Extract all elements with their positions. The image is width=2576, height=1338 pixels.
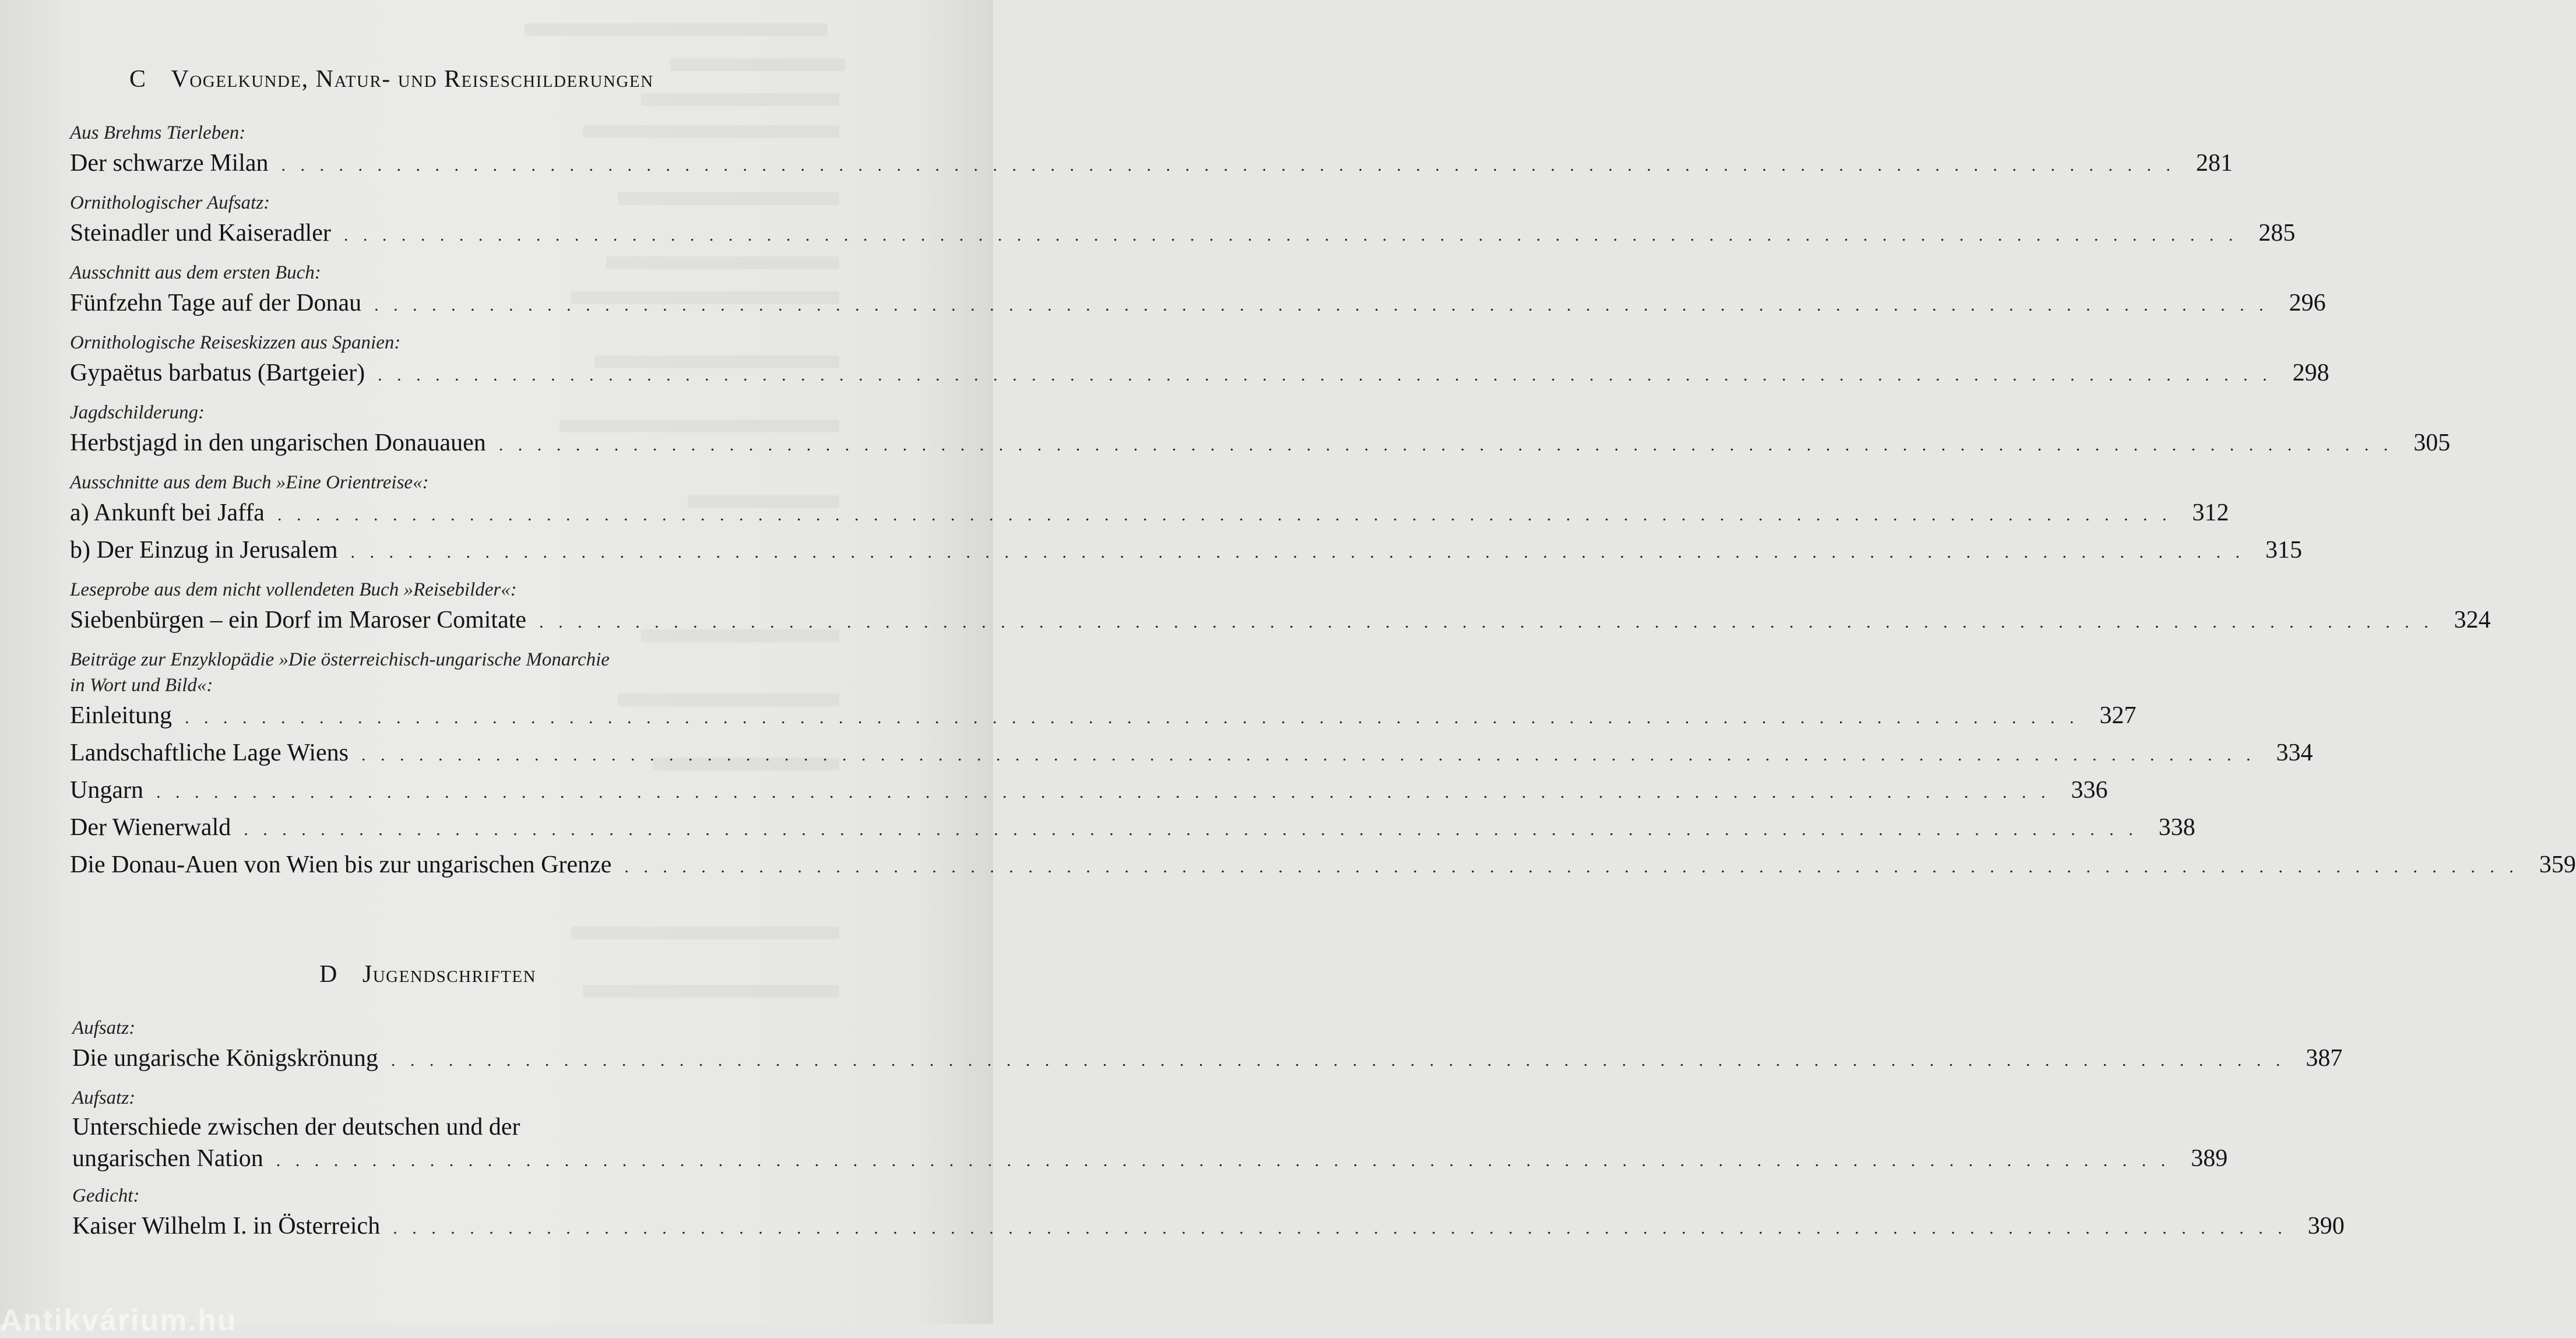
page-number: 315 [2265,537,2303,564]
section-d-letter: D [319,961,338,988]
entry-title: Ungarn [70,777,143,804]
dot-leader: . . . . . . . . . . . . . . . . . . . . . . . . . . . . . . . . . . . . . . . . . . . . . . . . . . . . . . . . . . . . . . . . . . . . . . . . . . . . . . . . . . . . . . . . . . . . . . . . . . . [184,708,2079,727]
page-number: 285 [2258,220,2296,247]
section-d-heading [319,960,536,988]
page-number: 324 [2454,607,2491,633]
page-number: 336 [2071,777,2108,804]
entry-caption: Beiträge zur Enzyklopädie »Die österreichisch-ungarische Monarchie [70,649,610,670]
dot-leader: . . . . . . . . . . . . . . . . . . . . . . . . . . . . . . . . . . . . . . . . . . . . . . . . . . . . . . . . . . . . . . . . . . . . . . . . . . . . . . . . . . . . . . . . . . . . . . . . . . . [361,745,2256,765]
entry-caption: in Wort und Bild«: [70,675,213,696]
watermark: Antikvárium.hu [0,1304,237,1337]
page-number: 338 [2158,814,2195,841]
entry-title: a) Ankunft bei Jaffa [70,499,265,526]
entry-caption: Ornithologische Reiseskizzen aus Spanien: [70,332,401,353]
dot-leader: . . . . . . . . . . . . . . . . . . . . . . . . . . . . . . . . . . . . . . . . . . . . . . . . . . . . . . . . . . . . . . . . . . . . . . . . . . . . . . . . . . . . . . . . . . . . . . . . . . . [390,1051,2286,1070]
section-d-contents [72,1015,2345,1246]
entry-caption: Ornithologischer Aufsatz: [70,192,270,213]
toc-entry[interactable] [70,698,2137,735]
toc-entry[interactable] [70,425,2451,463]
entry-caption: Gedicht: [72,1185,140,1206]
toc-entry[interactable] [70,735,2313,773]
dot-leader: . . . . . . . . . . . . . . . . . . . . . . . . . . . . . . . . . . . . . . . . . . . . . . . . . . . . . . . . . . . . . . . . . . . . . . . . . . . . . . . . . . . . . . . . . . . . . . . . . . . [276,1151,2171,1170]
section-c-letter: C [129,66,147,93]
entry-caption: Jagdschilderung: [70,402,205,423]
entry-title: Der schwarze Milan [70,150,269,177]
toc-entry[interactable] [70,773,2108,810]
entry-title: Die ungarische Königskrönung [72,1045,378,1072]
entry-caption: Ausschnitt aus dem ersten Buch: [70,262,321,283]
toc-entry[interactable] [70,847,2576,885]
page-number: 359 [2539,851,2576,878]
entry-title-first-line: Unterschiede zwischen der deutschen und der [72,1114,520,1140]
entry-caption: Aufsatz: [72,1087,136,1108]
entry-title: Die Donau-Auen von Wien bis zur ungarischen Grenze [70,851,612,878]
toc-entry[interactable] [70,216,2296,253]
toc-entry[interactable] [70,146,2233,183]
toc-entry[interactable] [72,1143,2228,1176]
entry-title: Landschaftliche Lage Wiens [70,740,349,766]
entry-title: Einleitung [70,702,172,729]
section-d-title: Jugendschriften [362,961,537,988]
entry-caption: Leseprobe aus dem nicht vollendeten Buch »Reisebilder«: [70,579,517,600]
dot-leader: . . . . . . . . . . . . . . . . . . . . . . . . . . . . . . . . . . . . . . . . . . . . . . . . . . . . . . . . . . . . . . . . . . . . . . . . . . . . . . . . . . . . . . . . . . . . . . . . . . . [156,783,2051,802]
entry-caption: Aus Brehms Tierleben: [70,122,246,143]
dot-leader: . . . . . . . . . . . . . . . . . . . . . . . . . . . . . . . . . . . . . . . . . . . . . . . . . . . . . . . . . . . . . . . . . . . . . . . . . . . . . . . . . . . . . . . . . . . . . . . . . . . [498,435,2394,455]
entry-caption: Aufsatz: [72,1017,136,1038]
entry-title: Herbstjagd in den ungarischen Donauauen [70,429,486,456]
page-number: 305 [2413,429,2451,456]
section-c-title: Vogelkunde, Natur- und Reiseschilderungen [171,66,654,93]
toc-entry[interactable] [70,810,2195,847]
toc-entry[interactable] [70,286,2326,323]
entry-caption: Ausschnitte aus dem Buch »Eine Orientreise«: [70,472,429,493]
entry-title: Siebenbürgen – ein Dorf im Maroser Comitate [70,607,527,633]
page-number: 390 [2307,1213,2345,1240]
dot-leader: . . . . . . . . . . . . . . . . . . . . . . . . . . . . . . . . . . . . . . . . . . . . . . . . . . . . . . . . . . . . . . . . . . . . . . . . . . . . . . . . . . . . . . . . . . . . . . . . . . . [539,612,2434,632]
entry-title: ungarischen Nation [72,1145,263,1172]
page-number: 334 [2276,740,2313,766]
entry-title: Fünfzehn Tage auf der Donau [70,290,362,316]
page-number: 298 [2292,360,2329,386]
page-number: 387 [2306,1045,2343,1072]
toc-entry[interactable] [70,495,2229,533]
dot-leader: . . . . . . . . . . . . . . . . . . . . . . . . . . . . . . . . . . . . . . . . . . . . . . . . . . . . . . . . . . . . . . . . . . . . . . . . . . . . . . . . . . . . . . . . . . . . . . . . . . . [374,295,2269,315]
dot-leader: . . . . . . . . . . . . . . . . . . . . . . . . . . . . . . . . . . . . . . . . . . . . . . . . . . . . . . . . . . . . . . . . . . . . . . . . . . . . . . . . . . . . . . . . . . . . . . . . . . . [281,156,2176,175]
dot-leader: . . . . . . . . . . . . . . . . . . . . . . . . . . . . . . . . . . . . . . . . . . . . . . . . . . . . . . . . . . . . . . . . . . . . . . . . . . . . . . . . . . . . . . . . . . . . . . . . . . . [378,365,2272,385]
dot-leader: . . . . . . . . . . . . . . . . . . . . . . . . . . . . . . . . . . . . . . . . . . . . . . . . . . . . . . . . . . . . . . . . . . . . . . . . . . . . . . . . . . . . . . . . . . . . . . . . . . . [244,820,2138,839]
entry-title: Kaiser Wilhelm I. in Österreich [72,1213,381,1240]
dot-leader: . . . . . . . . . . . . . . . . . . . . . . . . . . . . . . . . . . . . . . . . . . . . . . . . . . . . . . . . . . . . . . . . . . . . . . . . . . . . . . . . . . . . . . . . . . . . . . . . . . . [393,1219,2288,1238]
dot-leader: . . . . . . . . . . . . . . . . . . . . . . . . . . . . . . . . . . . . . . . . . . . . . . . . . . . . . . . . . . . . . . . . . . . . . . . . . . . . . . . . . . . . . . . . . . . . . . . . . . . [624,857,2519,876]
entry-title: b) Der Einzug in Jerusalem [70,537,338,564]
toc-entry[interactable] [72,1209,2345,1246]
page-number: 327 [2099,702,2137,729]
section-c-heading [129,65,654,93]
page-number: 296 [2289,290,2326,316]
entry-title: Steinadler und Kaiseradler [70,220,331,247]
entry-title: Der Wienerwald [70,814,231,841]
page-number: 281 [2196,150,2233,177]
page-number: 389 [2191,1145,2228,1172]
dot-leader: . . . . . . . . . . . . . . . . . . . . . . . . . . . . . . . . . . . . . . . . . . . . . . . . . . . . . . . . . . . . . . . . . . . . . . . . . . . . . . . . . . . . . . . . . . . . . . . . . . . [277,505,2172,524]
dot-leader: . . . . . . . . . . . . . . . . . . . . . . . . . . . . . . . . . . . . . . . . . . . . . . . . . . . . . . . . . . . . . . . . . . . . . . . . . . . . . . . . . . . . . . . . . . . . . . . . . . . [350,543,2246,562]
toc-entry[interactable] [70,355,2329,393]
toc-entry[interactable] [72,1041,2343,1078]
toc-entry[interactable] [70,603,2491,640]
entry-title: Gypaëtus barbatus (Bartgeier) [70,360,365,386]
dot-leader: . . . . . . . . . . . . . . . . . . . . . . . . . . . . . . . . . . . . . . . . . . . . . . . . . . . . . . . . . . . . . . . . . . . . . . . . . . . . . . . . . . . . . . . . . . . . . . . . . . . [343,226,2239,245]
page-number: 312 [2192,499,2229,526]
toc-entry[interactable] [70,533,2303,570]
section-c-contents [70,120,2576,885]
